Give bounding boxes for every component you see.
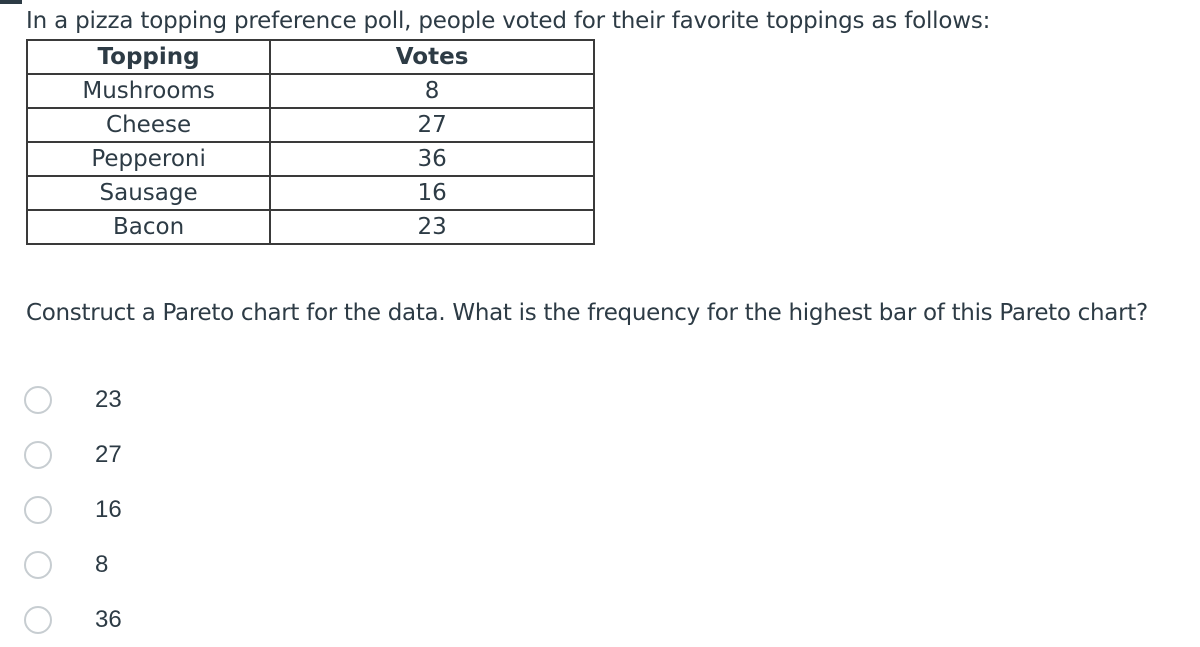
answer-label: 36 (95, 605, 122, 633)
topping-cell: Cheese (27, 108, 270, 142)
votes-cell: 16 (270, 176, 594, 210)
answer-option[interactable] (24, 592, 122, 647)
radio-button[interactable] (24, 386, 52, 414)
topping-cell: Mushrooms (27, 74, 270, 108)
top-edge-marker (0, 0, 22, 4)
answer-option[interactable] (24, 482, 122, 537)
topping-cell: Pepperoni (27, 142, 270, 176)
table-row (27, 210, 594, 244)
answer-option[interactable] (24, 427, 122, 482)
answer-option[interactable] (24, 372, 122, 427)
table-header-votes: Votes (270, 40, 594, 74)
answer-label: 23 (95, 385, 122, 413)
radio-button[interactable] (24, 551, 52, 579)
radio-button[interactable] (24, 606, 52, 634)
question-prompt-text: Construct a Pareto chart for the data. What is the frequency for the highest bar of this Pareto chart? (26, 300, 1148, 326)
radio-button[interactable] (24, 496, 52, 524)
answer-option[interactable] (24, 537, 122, 592)
votes-cell: 27 (270, 108, 594, 142)
votes-table (26, 39, 595, 245)
table-header-row (27, 40, 594, 74)
answer-label: 27 (95, 440, 122, 468)
votes-cell: 23 (270, 210, 594, 244)
question-intro-text: In a pizza topping preference poll, people voted for their favorite toppings as follows: (26, 8, 991, 34)
table-row (27, 142, 594, 176)
table-row (27, 176, 594, 210)
answer-options (24, 372, 122, 647)
votes-cell: 36 (270, 142, 594, 176)
radio-button[interactable] (24, 441, 52, 469)
table-header-topping: Topping (27, 40, 270, 74)
answer-label: 8 (95, 550, 109, 578)
table-row (27, 74, 594, 108)
topping-cell: Bacon (27, 210, 270, 244)
topping-cell: Sausage (27, 176, 270, 210)
table-row (27, 108, 594, 142)
votes-cell: 8 (270, 74, 594, 108)
answer-label: 16 (95, 495, 122, 523)
